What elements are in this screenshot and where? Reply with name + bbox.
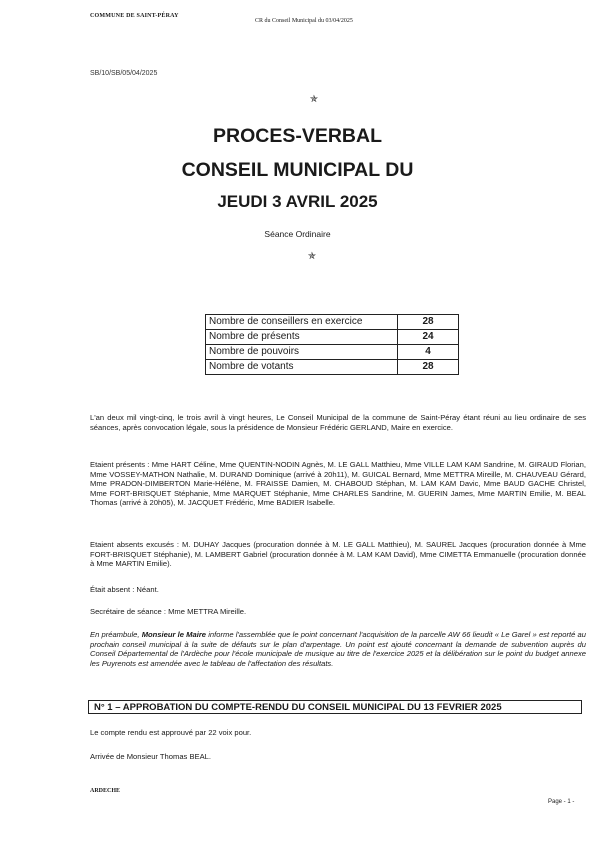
stat-label: Nombre de votants (206, 360, 398, 375)
stat-label: Nombre de présents (206, 330, 398, 345)
stat-label: Nombre de pouvoirs (206, 345, 398, 360)
preamble-paragraph (90, 630, 586, 668)
present-members-paragraph: Etaient présents : Mme HART Céline, Mme QUENTIN-NODIN Agnès, M. LE GALL Matthieu, Mme VILLE LAM KAM Sandrine, M. GIRAUD Florian, Mme VOSSEY-MATHON Nathalie, M. DURAND Dominique (arrivé à 20h11), M. GUICAL Bernard, Mme METTRA Mireille, M. CHAUVEAU Gérard, Mme PRADON-DIMBERTON Marie-Hélène, M. FRAISSE Damien, M. CHABOUD Stéphan, M. LAM KAM Davic, Mme BAUD GACHE Christel, Mme FORT-BRISQUET Stéphanie, Mme MARQUET Stéphanie, Mme CHARLES Sandrine, M. GUERIN James, Mme MARTIN Emilie, M. BEAL Thomas (arrivé à 20h05), M. JACQUET Frédéric, Mme BADIER Isabelle. (90, 460, 586, 508)
approval-result: Le compte rendu est approuvé par 22 voix pour. (90, 728, 252, 737)
excused-members-paragraph: Etaient absents excusés : M. DUHAY Jacques (procuration donnée à M. LE GALL Matthieu), M. SAUREL Jacques (procuration donnée à Mme FORT-BRISQUET Stéphanie), M. LAMBERT Gabriel (procuration donnée à M. LAM KAM David), Mme CIMETTA Emmanuelle (procuration donnée à Mme MARTIN Emilie). (90, 540, 586, 569)
stat-value: 4 (398, 345, 459, 360)
session-type: Séance Ordinaire (264, 229, 331, 239)
stat-label: Nombre de conseillers en exercice (206, 315, 398, 330)
title-line-3: JEUDI 3 AVRIL 2025 (217, 192, 378, 211)
preamble-text: informe l'assemblée que le point concernant l'acquisition de la parcelle AW 66 lieudit « Le Garel » est reporté au prochain conseil municipal à la suite de défauts sur le plan d'arpentage. Un point est ajouté concernant la demande de subvention auprès du Conseil Départemental de l'Ardèche pour l'école municipale de musique au titre de l'exercice 2025 et la délibération sur le point du budget annexe les Puyrenots est amendée avec le tableau de l'affectation des résultats. (90, 630, 586, 668)
title-line-1: PROCES-VERBAL (212, 125, 383, 147)
star-icon: ✯ (307, 251, 317, 262)
star-icon: ✯ (309, 94, 319, 105)
stat-value: 24 (398, 330, 459, 345)
attendance-table (205, 314, 459, 375)
footer-region: ARDECHE (90, 788, 121, 794)
document-reference: SB/10/SB/05/04/2025 (90, 70, 158, 77)
secretary-paragraph: Secrétaire de séance : Mme METTRA Mireille. (90, 607, 247, 616)
commune-header: COMMUNE DE SAINT-PÉRAY (90, 13, 179, 19)
preamble-prefix: En préambule, (90, 630, 142, 639)
title-line-2: CONSEIL MUNICIPAL DU (181, 159, 414, 181)
stat-value: 28 (398, 360, 459, 375)
page-number: Page - 1 - (548, 799, 575, 805)
table-row (206, 360, 459, 375)
preamble-mayor: Monsieur le Maire (141, 630, 207, 639)
document-header-title: CR du Conseil Municipal du 03/04/2025 (255, 18, 353, 24)
table-row (206, 345, 459, 360)
table-row (206, 315, 459, 330)
opening-paragraph: L'an deux mil vingt-cinq, le trois avril à vingt heures, Le Conseil Municipal de la commune de Saint-Péray étant réuni au lieu ordinaire de ses séances, après convocation légale, sous la présidence de Monsieur Frédéric GERLAND, Maire en exercice. (90, 413, 586, 432)
arrival-note: Arrivée de Monsieur Thomas BEAL. (90, 752, 211, 761)
section-banner: N° 1 – APPROBATION DU COMPTE-RENDU DU CONSEIL MUNICIPAL DU 13 FEVRIER 2025 (88, 700, 582, 714)
absent-paragraph: Était absent : Néant. (90, 585, 159, 594)
stat-value: 28 (398, 315, 459, 330)
table-row (206, 330, 459, 345)
